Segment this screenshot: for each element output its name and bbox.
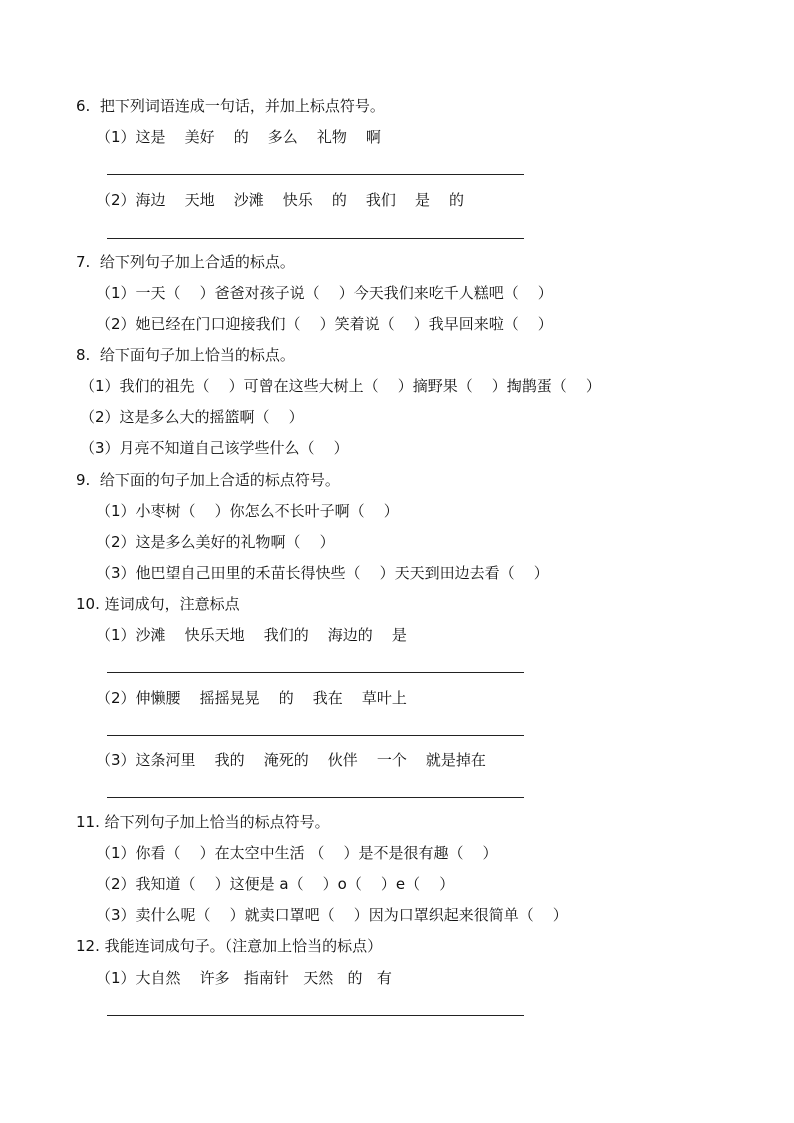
q11-title: 11. 给下列句子加上恰当的标点符号。	[76, 813, 330, 831]
q8-title: 8. 给下面句子加上恰当的标点。	[76, 346, 295, 364]
q10-answer-line-2[interactable]	[107, 735, 524, 736]
q10-answer-line-3[interactable]	[107, 797, 524, 798]
q12-title: 12. 我能连词成句子。（注意加上恰当的标点）	[76, 937, 383, 955]
q9-item-1: （1）小枣树（ ）你怎么不长叶子啊（ ）	[96, 502, 399, 520]
q6-item-1: （1）这是 美好 的 多么 礼物 啊	[96, 128, 381, 146]
q7-item-2: （2）她已经在门口迎接我们（ ）笑着说（ ）我早回来啦（ ）	[96, 315, 553, 333]
q6-answer-line-1[interactable]	[107, 174, 524, 175]
q6-item-2: （2）海边 天地 沙滩 快乐 的 我们 是 的	[96, 191, 465, 209]
q10-item-2: （2）伸懒腰 摇摇晃晃 的 我在 草叶上	[96, 689, 407, 707]
q6-title: 6. 把下列词语连成一句话，并加上标点符号。	[76, 97, 385, 115]
q7-title: 7. 给下列句子加上合适的标点。	[76, 253, 295, 271]
q9-item-3: （3）他巴望自己田里的禾苗长得快些（ ）天天到田边去看（ ）	[96, 564, 549, 582]
q8-item-3: （3）月亮不知道自己该学些什么（ ）	[80, 439, 349, 457]
q12-answer-line-1[interactable]	[107, 1015, 524, 1016]
q10-item-3: （3）这条河里 我的 淹死的 伙伴 一个 就是掉在	[96, 751, 486, 769]
q10-item-1: （1）沙滩 快乐天地 我们的 海边的 是	[96, 626, 407, 644]
q12-item-1: （1）大自然 许多 指南针 天然 的 有	[96, 969, 392, 987]
q8-item-1: （1）我们的祖先（ ）可曾在这些大树上（ ）摘野果（ ）掏鹊蛋（ ）	[80, 377, 601, 395]
q7-item-1: （1）一天（ ）爸爸对孩子说（ ）今天我们来吃千人糕吧（ ）	[96, 284, 553, 302]
q9-title: 9. 给下面的句子加上合适的标点符号。	[76, 471, 340, 489]
q11-item-2: （2）我知道（ ）这便是 a（ ）o（ ）e（ ）	[96, 875, 455, 893]
q9-item-2: （2）这是多么美好的礼物啊（ ）	[96, 533, 335, 551]
q10-title: 10. 连词成句，注意标点	[76, 595, 240, 613]
q8-item-2: （2）这是多么大的摇篮啊（ ）	[80, 408, 304, 426]
q10-answer-line-1[interactable]	[107, 672, 524, 673]
q11-item-1: （1）你看（ ）在太空中生活 （ ）是不是很有趣（ ）	[96, 844, 498, 862]
q6-answer-line-2[interactable]	[107, 238, 524, 239]
q11-item-3: （3）卖什么呢（ ）就卖口罩吧（ ）因为口罩织起来很简单（ ）	[96, 906, 568, 924]
